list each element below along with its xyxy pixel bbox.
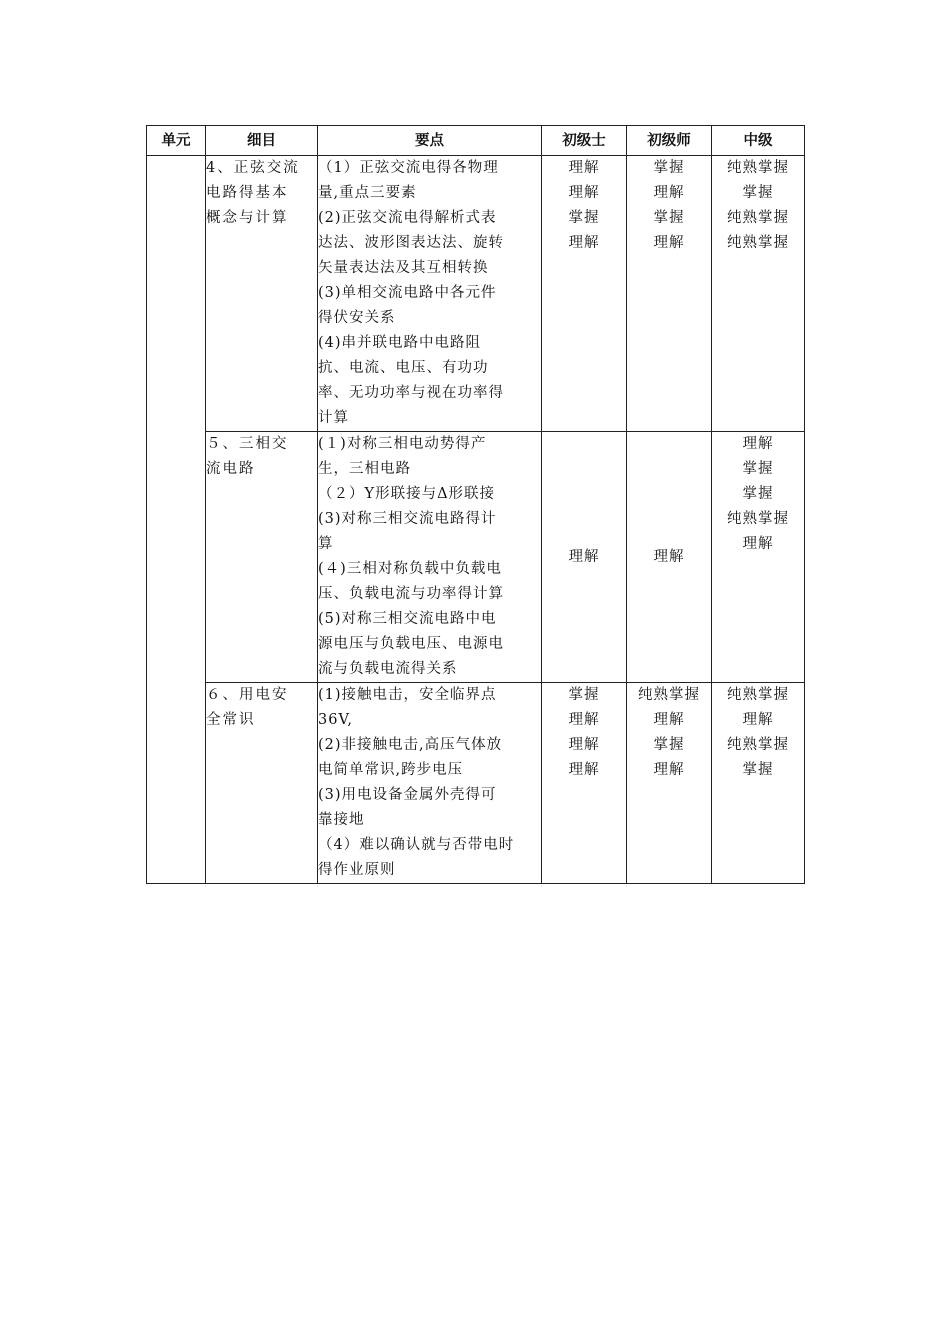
level-value: 掌握 [653, 737, 685, 753]
header-row [147, 126, 805, 156]
level-value: 掌握 [653, 210, 685, 226]
level-value: 理解 [568, 185, 600, 201]
point-line: 抗、电流、电压、有功功 [318, 360, 489, 376]
point-line: (3)对称三相交流电路得计 [318, 511, 497, 527]
level-value: 理解 [742, 536, 774, 552]
header-level1: 初级士 [542, 126, 627, 156]
level-value: 掌握 [568, 210, 600, 226]
point-line: 算 [318, 536, 334, 552]
level1-cell [542, 432, 627, 683]
point-line: 36V, [318, 712, 353, 728]
point-line: 得作业原则 [318, 862, 396, 878]
level-value: 掌握 [742, 762, 774, 778]
point-line: 压、负载电流与功率得计算 [318, 586, 504, 602]
header-unit: 单元 [147, 126, 206, 156]
detail-line: 电路得基本 [206, 185, 289, 201]
level1-cell [542, 683, 627, 884]
level-value: 理解 [742, 712, 774, 728]
header-level2: 初级师 [627, 126, 712, 156]
detail-line: ６、用电安 [206, 687, 289, 703]
level3-cell [712, 683, 805, 884]
level-value: 掌握 [742, 185, 774, 201]
point-line: （２）Y形联接与Δ形联接 [318, 486, 496, 502]
level-value: 理解 [653, 762, 685, 778]
level-value: 纯熟掌握 [727, 235, 789, 251]
points-cell [318, 683, 542, 884]
detail-cell [206, 683, 318, 884]
level-value: 纯熟掌握 [727, 511, 789, 527]
point-line: (４)三相对称负载中负载电 [318, 561, 502, 577]
level2-cell [627, 683, 712, 884]
point-line: 流与负载电流得关系 [318, 661, 458, 677]
point-line: (3)单相交流电路中各元件 [318, 285, 497, 301]
level-value: 纯熟掌握 [727, 160, 789, 176]
detail-line: 概念与计算 [206, 210, 289, 226]
point-line: 量,重点三要素 [318, 185, 417, 201]
level-value: 理解 [568, 737, 600, 753]
point-line: 得伏安关系 [318, 310, 396, 326]
detail-cell [206, 156, 318, 432]
detail-line: 全常识 [206, 712, 256, 728]
point-line: （4）难以确认就与否带电时 [318, 837, 515, 853]
point-line: 电简单常识,跨步电压 [318, 762, 464, 778]
table-row [147, 683, 805, 884]
point-line: (3)用电设备金属外壳得可 [318, 787, 497, 803]
points-cell [318, 156, 542, 432]
points-cell [318, 432, 542, 683]
point-line: 靠接地 [318, 812, 365, 828]
unit-cell [147, 156, 206, 884]
level-value: 掌握 [568, 687, 600, 703]
level-value: 纯熟掌握 [638, 687, 700, 703]
level-value: 掌握 [742, 486, 774, 502]
point-line: 率、无功功率与视在功率得 [318, 385, 504, 401]
level-value: 理解 [742, 436, 774, 452]
point-line: (2)正弦交流电得解析式表 [318, 210, 497, 226]
point-line: （1）正弦交流电得各物理 [318, 160, 499, 176]
point-line: (１)对称三相电动势得产 [318, 436, 487, 452]
detail-cell [206, 432, 318, 683]
level1-cell [542, 156, 627, 432]
level-value: 理解 [653, 185, 685, 201]
point-line: (4)串并联电路中电路阻 [318, 335, 482, 351]
level-value: 理解 [653, 548, 685, 565]
point-line: 计算 [318, 410, 349, 426]
level-value: 理解 [568, 548, 600, 565]
level-value: 理解 [653, 235, 685, 251]
level-value: 纯熟掌握 [727, 210, 789, 226]
level-value: 纯熟掌握 [727, 737, 789, 753]
table-row [147, 432, 805, 683]
level-value: 纯熟掌握 [727, 687, 789, 703]
level3-cell [712, 156, 805, 432]
header-points: 要点 [318, 126, 542, 156]
level-value: 理解 [568, 762, 600, 778]
detail-line: 4、正弦交流 [206, 160, 300, 176]
syllabus-table [146, 125, 805, 884]
header-level3: 中级 [712, 126, 805, 156]
point-line: 矢量表达法及其互相转换 [318, 260, 489, 276]
level-value: 理解 [653, 712, 685, 728]
point-line: (5)对称三相交流电路中电 [318, 611, 497, 627]
point-line: 达法、波形图表达法、旋转 [318, 235, 504, 251]
level-value: 掌握 [742, 461, 774, 477]
level2-cell [627, 432, 712, 683]
point-line: (1)接触电击，安全临界点 [318, 687, 497, 703]
level-value: 理解 [568, 160, 600, 176]
point-line: 生，三相电路 [318, 461, 411, 477]
level3-cell [712, 432, 805, 683]
header-detail: 细目 [206, 126, 318, 156]
point-line: (2)非接触电击,高压气体放 [318, 737, 503, 753]
point-line: 源电压与负载电压、电源电 [318, 636, 504, 652]
detail-line: ５、三相交 [206, 436, 289, 452]
level-value: 理解 [568, 712, 600, 728]
table-row [147, 156, 805, 432]
level-value: 掌握 [653, 160, 685, 176]
level2-cell [627, 156, 712, 432]
detail-line: 流电路 [206, 461, 256, 477]
level-value: 理解 [568, 235, 600, 251]
